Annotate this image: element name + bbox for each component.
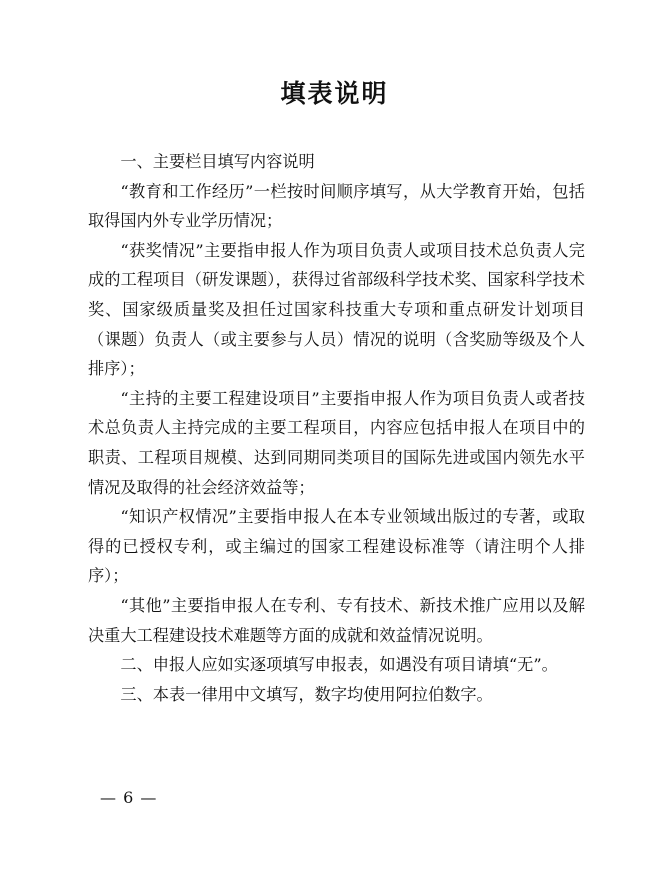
document-body (88, 147, 585, 709)
page-number: — 6 — (100, 788, 158, 807)
paragraph-awards: “获奖情况”主要指申报人作为项目负责人或项目技术总负责人完成的工程项目（研发课题），获得过省部级科学技术奖、国家科学技术奖、国家级质量奖及担任过国家科技重大专项和重点研发计划项目（课题）负责人（或主要参与人员）情况的说明（含奖励等级及个人排序）； (88, 240, 585, 379)
section-three-language: 三、本表一律用中文填写，数字均使用阿拉伯数字。 (120, 684, 493, 704)
paragraph-major-projects: “主持的主要工程建设项目”主要指申报人作为项目负责人或者技术总负责人主持完成的主要工程项目，内容应包括申报人在项目中的职责、工程项目规模、达到同期同类项目的国际先进或国内领先水平情况及取得的社会经济效益等； (88, 388, 585, 497)
paragraph-other: “其他”主要指申报人在专利、专有技术、新技术推广应用以及解决重大工程建设技术难题等方面的成就和效益情况说明。 (88, 595, 585, 645)
section-heading-main-fields: 一、主要栏目填写内容说明 (120, 152, 315, 171)
paragraph-intellectual-property: “知识产权情况”主要指申报人在本专业领域出版过的专著，或取得的已授权专利，或主编过的国家工程建设标准等（请注明个人排序）； (88, 507, 585, 586)
section-two-truthful-filling: 二、申报人应如实逐项填写申报表，如遇没有项目请填“无”。 (120, 655, 558, 675)
page-title: 填表说明 (280, 79, 389, 108)
paragraph-education-work: “教育和工作经历”一栏按时间顺序填写，从大学教育开始，包括取得国内外专业学历情况； (88, 181, 585, 231)
